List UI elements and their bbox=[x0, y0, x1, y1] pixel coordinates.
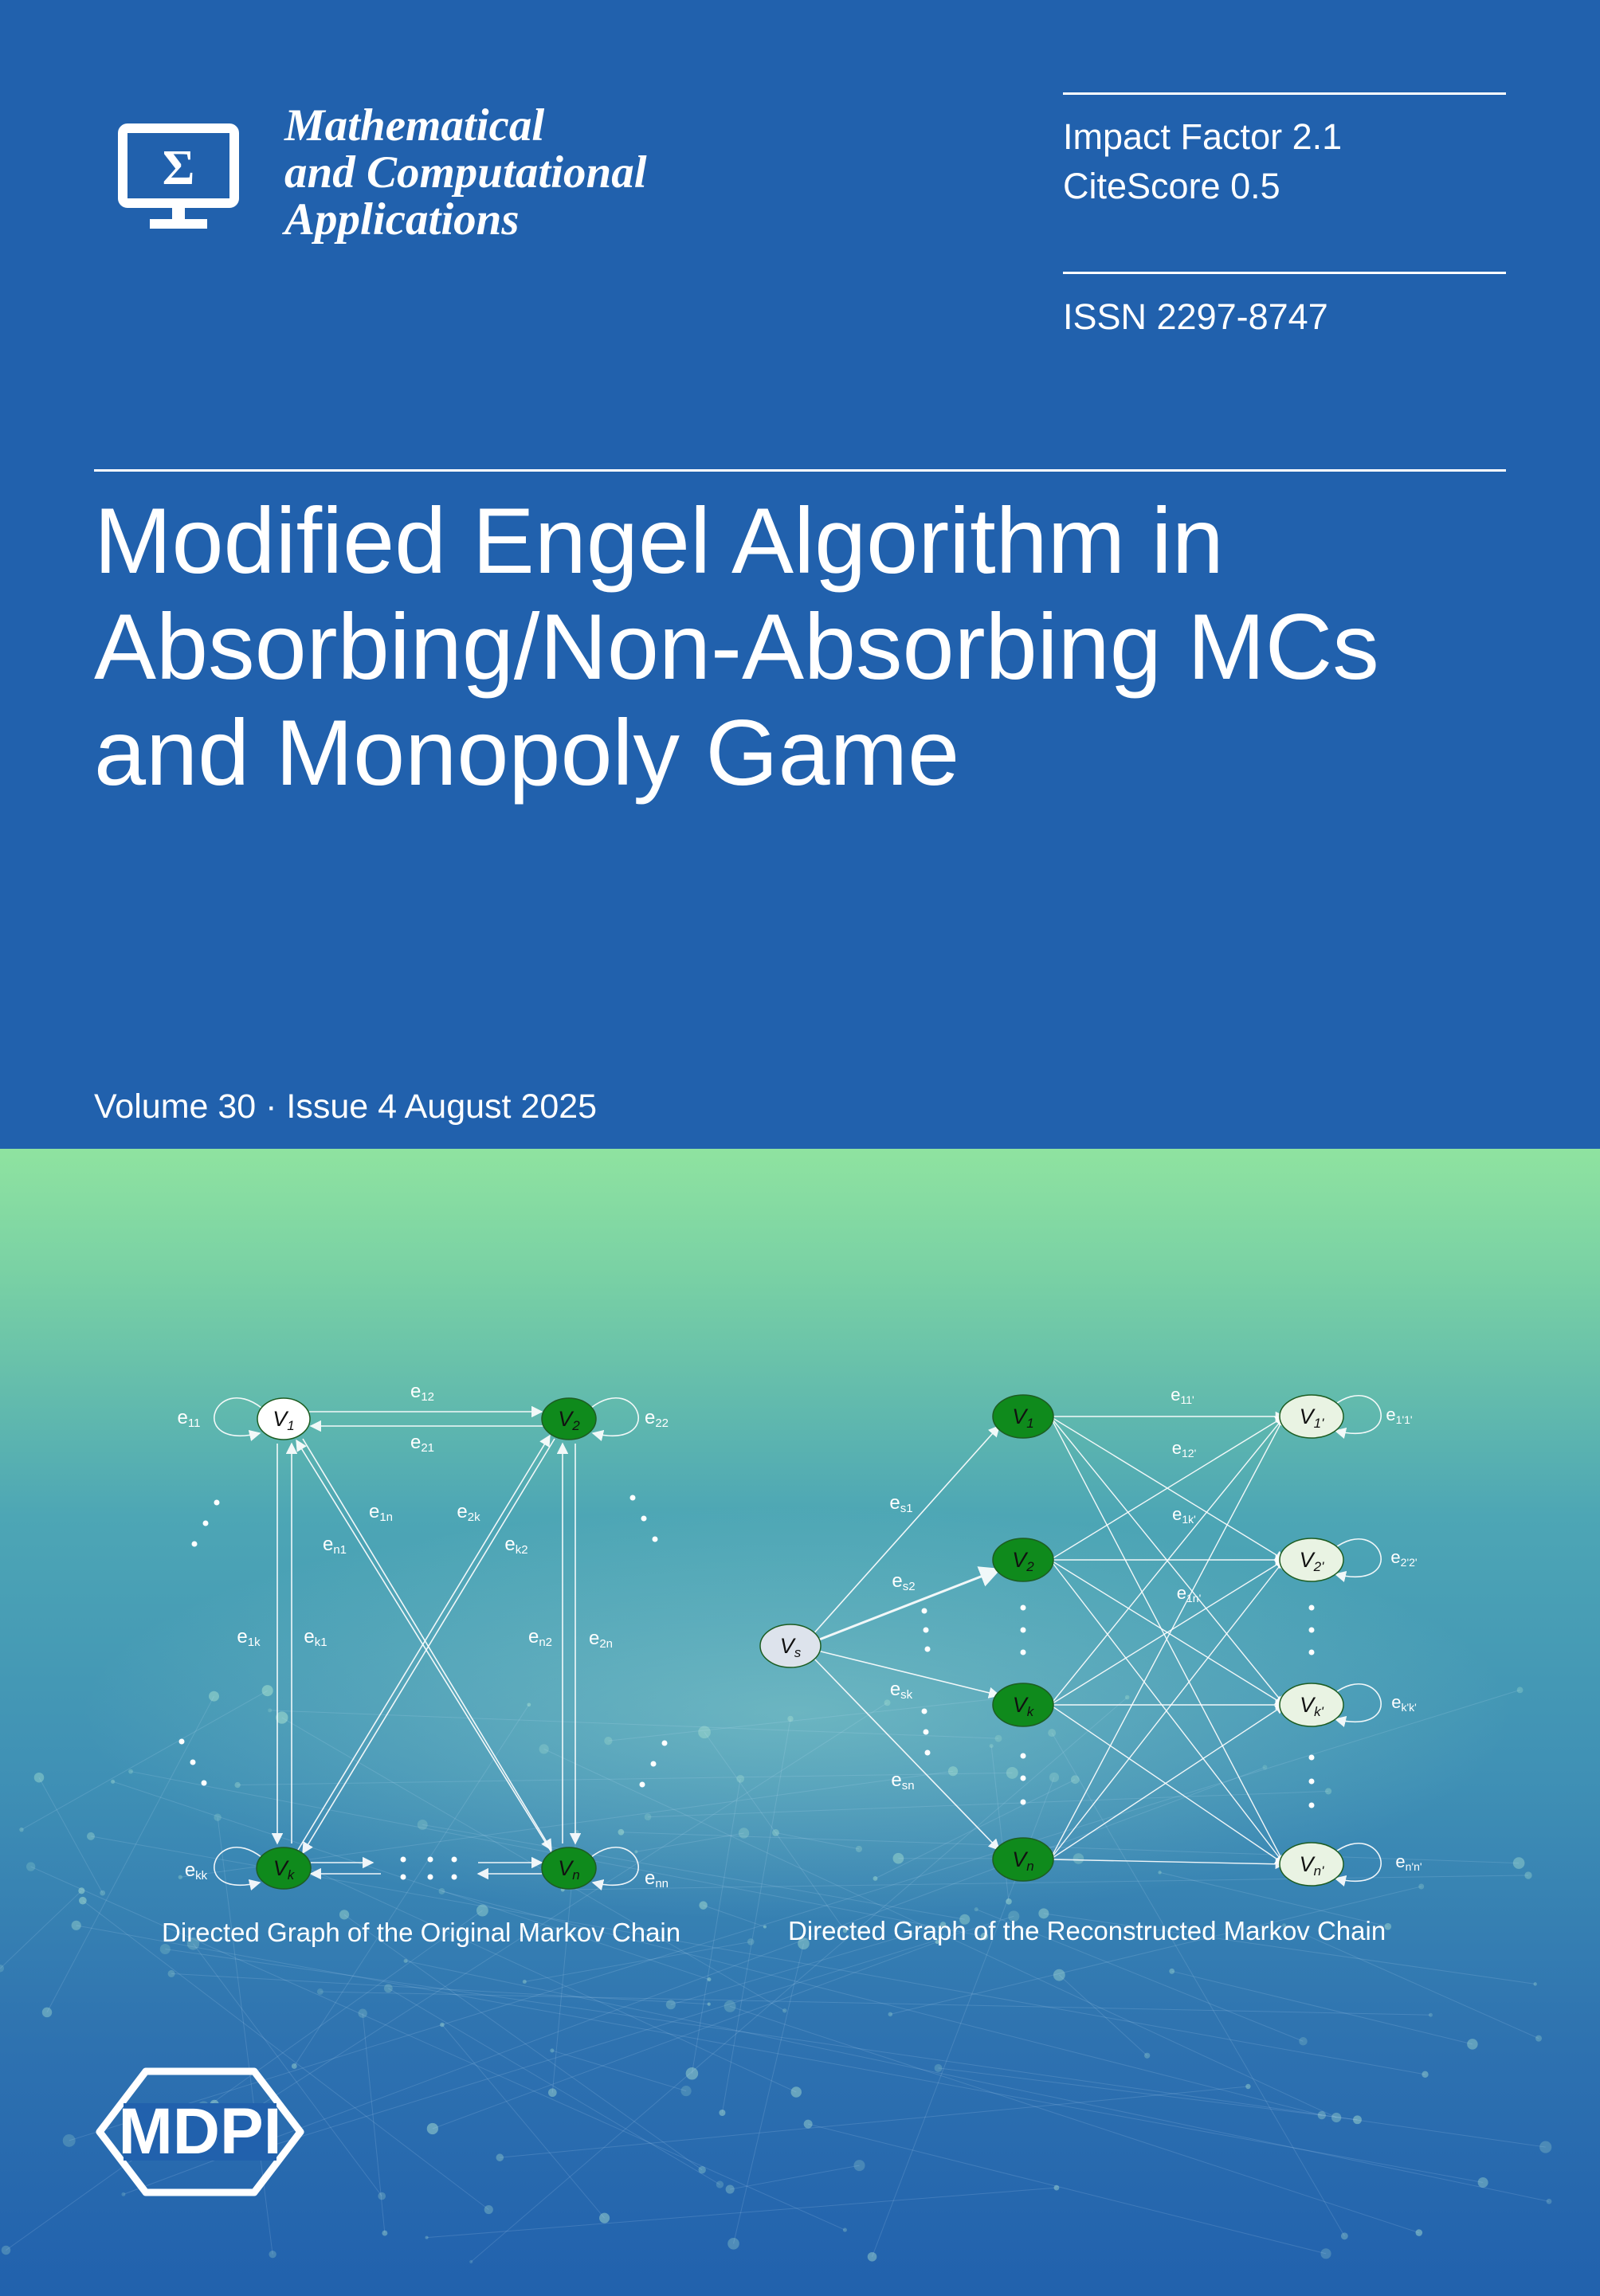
edge-label: e2k bbox=[457, 1501, 480, 1524]
logo-sigma: Σ bbox=[162, 141, 195, 195]
edge-label: e21 bbox=[410, 1432, 435, 1455]
ellipsis-dot bbox=[1021, 1628, 1026, 1633]
network-dot bbox=[884, 1699, 891, 1706]
node-right-label: V1' bbox=[1299, 1405, 1324, 1431]
network-dot bbox=[1517, 1687, 1524, 1693]
ellipsis-dot bbox=[640, 1782, 645, 1788]
cross-edge-label: e11' bbox=[1171, 1385, 1194, 1406]
source-edge-label: es1 bbox=[889, 1492, 913, 1515]
ellipsis-dot bbox=[452, 1875, 457, 1880]
ellipsis-dot bbox=[925, 1647, 931, 1652]
loop-edge-label: ek'k' bbox=[1391, 1692, 1417, 1714]
journal-name-line: Applications bbox=[284, 194, 520, 245]
loop-edge-label: en'n' bbox=[1395, 1851, 1422, 1873]
edge-label: e1n bbox=[368, 1501, 394, 1524]
ellipsis-dot bbox=[203, 1521, 209, 1526]
ellipsis-dot bbox=[922, 1608, 927, 1614]
edge-label: e1k bbox=[237, 1626, 261, 1649]
network-dot bbox=[1535, 2035, 1542, 2042]
node-left-label: Vn bbox=[1012, 1847, 1034, 1874]
ellipsis-dot bbox=[401, 1875, 406, 1880]
ellipsis-dot bbox=[924, 1628, 929, 1633]
ellipsis-dot bbox=[428, 1857, 433, 1863]
ellipsis-dot bbox=[401, 1857, 406, 1863]
edge-label: e11 bbox=[177, 1407, 201, 1430]
network-dot bbox=[686, 2067, 699, 2080]
journal-name-line: and Computational bbox=[284, 147, 647, 198]
article-title-line: Modified Engel Algorithm in bbox=[94, 488, 1224, 593]
node-v1-label: V1 bbox=[273, 1407, 295, 1433]
network-dot bbox=[87, 1832, 95, 1840]
ellipsis-dot bbox=[651, 1761, 657, 1767]
ellipsis-dot bbox=[922, 1709, 927, 1714]
network-dot bbox=[1478, 2177, 1488, 2188]
edge-label: e22 bbox=[644, 1407, 669, 1430]
source-edge-label: esn bbox=[891, 1769, 915, 1793]
node-vn-label: Vn bbox=[558, 1856, 580, 1883]
article-title-line: and Monopoly Game bbox=[94, 700, 960, 805]
computer-monitor-sigma-icon bbox=[118, 123, 239, 235]
edge-label: en2 bbox=[527, 1626, 553, 1649]
edge-label: en1 bbox=[322, 1534, 347, 1557]
ellipsis-dot bbox=[1309, 1779, 1315, 1785]
ellipsis-dot bbox=[925, 1750, 931, 1756]
ellipsis-dot bbox=[1021, 1800, 1026, 1805]
ellipsis-dot bbox=[924, 1730, 929, 1735]
issn: ISSN 2297-8747 bbox=[1063, 296, 1328, 337]
ellipsis-dot bbox=[653, 1537, 658, 1542]
cross-edge-label: e12' bbox=[1171, 1438, 1197, 1459]
loop-edge-label: e1'1' bbox=[1386, 1405, 1413, 1426]
edge-label: ekk bbox=[184, 1859, 208, 1883]
left-figure-caption: Directed Graph of the Original Markov Chain bbox=[162, 1918, 681, 1947]
impact-factor: Impact Factor 2.1 bbox=[1063, 116, 1343, 157]
ellipsis-dot bbox=[630, 1495, 636, 1501]
journal-name bbox=[284, 102, 647, 243]
network-dot bbox=[724, 2000, 736, 2012]
ellipsis-dot bbox=[1309, 1605, 1315, 1611]
ellipsis-dot bbox=[452, 1857, 457, 1863]
node-v2-label: V2 bbox=[558, 1407, 580, 1433]
node-left-label: Vk bbox=[1012, 1693, 1034, 1719]
ellipsis-dot bbox=[428, 1875, 433, 1880]
divider bbox=[1063, 272, 1506, 274]
node-left-label: V1 bbox=[1012, 1405, 1034, 1431]
node-vk-label: Vk bbox=[273, 1856, 295, 1883]
edge-label: ek2 bbox=[504, 1534, 528, 1557]
network-dot bbox=[209, 1691, 219, 1702]
ellipsis-dot bbox=[1309, 1628, 1315, 1633]
edge-label: e2n bbox=[588, 1628, 614, 1651]
citescore: CiteScore 0.5 bbox=[1063, 166, 1280, 206]
loop-edge-label: e2'2' bbox=[1390, 1547, 1418, 1569]
title-divider bbox=[94, 469, 1506, 472]
edge-label: ek1 bbox=[304, 1626, 327, 1649]
right-figure-caption: Directed Graph of the Reconstructed Markov Chain bbox=[788, 1916, 1386, 1945]
node-left-label: V2 bbox=[1012, 1548, 1034, 1574]
divider bbox=[1063, 92, 1506, 95]
ellipsis-dot bbox=[1309, 1803, 1315, 1808]
journal-name-line: Mathematical bbox=[284, 100, 545, 151]
ellipsis-dot bbox=[1021, 1650, 1026, 1655]
article-title bbox=[94, 488, 1576, 805]
node-right-label: Vk' bbox=[1300, 1693, 1324, 1719]
network-dot bbox=[34, 1773, 44, 1782]
edge-label: enn bbox=[644, 1867, 669, 1890]
ellipsis-dot bbox=[1309, 1755, 1315, 1761]
cross-edge-label: e1k' bbox=[1172, 1504, 1196, 1526]
article-title-line: Absorbing/Non-Absorbing MCs bbox=[94, 594, 1379, 699]
ellipsis-dot bbox=[1309, 1650, 1315, 1655]
ellipsis-dot bbox=[214, 1500, 220, 1506]
ellipsis-dot bbox=[190, 1760, 196, 1765]
ellipsis-dot bbox=[662, 1741, 668, 1746]
ellipsis-dot bbox=[192, 1542, 198, 1547]
source-edge-label: esk bbox=[889, 1679, 913, 1702]
source-edge-label: es2 bbox=[892, 1570, 916, 1593]
ellipsis-dot bbox=[1021, 1753, 1026, 1759]
node-vs-label: Vs bbox=[779, 1634, 802, 1660]
ellipsis-dot bbox=[1021, 1776, 1026, 1781]
ellipsis-dot bbox=[641, 1516, 647, 1522]
mdpi-logo bbox=[92, 2063, 308, 2200]
node-right-label: V2' bbox=[1299, 1548, 1324, 1574]
node-right-label: Vn' bbox=[1299, 1852, 1324, 1879]
ellipsis-dot bbox=[179, 1739, 185, 1745]
ellipsis-dot bbox=[202, 1781, 207, 1786]
ellipsis-dot bbox=[1021, 1605, 1026, 1611]
mdpi-wordmark: MDPI bbox=[118, 2095, 282, 2168]
network-dot bbox=[856, 1846, 862, 1852]
edge-label: e12 bbox=[410, 1381, 435, 1404]
issue-info: Volume 30 · Issue 4 August 2025 bbox=[94, 1087, 598, 1126]
cross-edge-label: e1n' bbox=[1176, 1583, 1202, 1604]
